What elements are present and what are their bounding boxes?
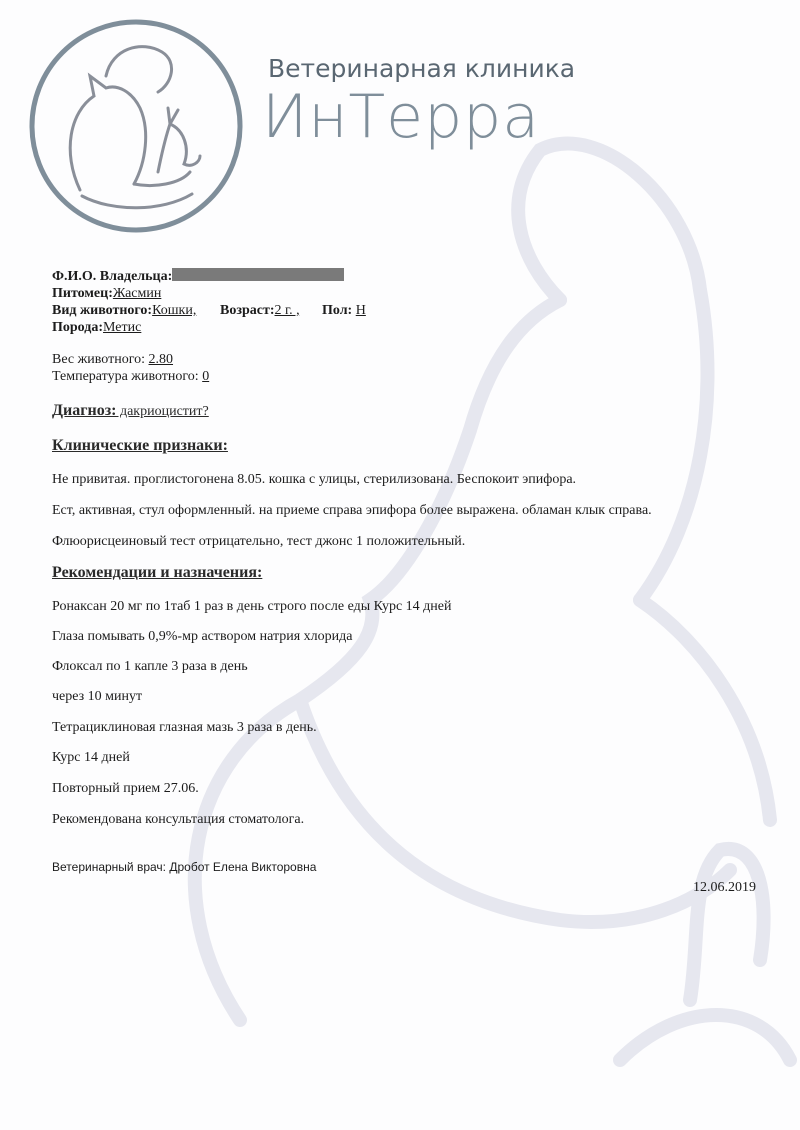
sex-row: [322, 303, 366, 319]
clinical-line: Ест, активная, стул оформленный. на приеме справа эпифора более выражена. обламан клык справа.: [52, 503, 652, 518]
recommendation-line: Тетрациклиновая глазная мазь 3 раза в день.: [52, 720, 317, 735]
pet-label: Питомец:: [52, 286, 113, 301]
recommendation-line: Рекомендована консультация стоматолога.: [52, 812, 305, 827]
pet-row: [52, 286, 161, 302]
recommendations-heading: Рекомендации и назначения:: [52, 564, 263, 581]
document-date: 12.06.2019: [693, 880, 756, 895]
sex-label: Пол:: [322, 303, 353, 318]
recommendation-line: Курс 14 дней: [52, 750, 130, 765]
species-value: Кошки,: [152, 303, 197, 318]
age-value: 2 г. ,: [274, 303, 300, 318]
clinic-name: ИнТерра: [262, 82, 541, 152]
clinical-line: Флюорисцеиновый тест отрицательно, тест джонс 1 положительный.: [52, 534, 466, 549]
doctor-signature: [52, 860, 316, 874]
breed-label: Порода:: [52, 320, 104, 335]
clinical-heading: Клинические признаки:: [52, 437, 228, 454]
owner-label: Ф.И.О. Владельца:: [52, 269, 173, 284]
recommendation-line: Повторный прием 27.06.: [52, 781, 199, 796]
doctor-label: Ветеринарный врач:: [52, 860, 170, 874]
recommendation-line: Глаза помывать 0,9%-мр аствором натрия хлорида: [52, 629, 353, 644]
diagnosis-value: дакриоцистит?: [116, 404, 209, 419]
clinical-line: Не привитая. проглистогонена 8.05. кошка с улицы, стерилизована. Беспокоит эпифора.: [52, 472, 577, 487]
breed-row: [52, 320, 141, 336]
recommendation-line: Ронаксан 20 мг по 1таб 1 раз в день строго после еды Курс 14 дней: [52, 599, 452, 614]
breed-value: Метис: [103, 320, 142, 335]
temperature-value: 0: [202, 369, 210, 384]
diagnosis-label: Диагноз:: [52, 402, 117, 419]
recommendation-line: Флоксал по 1 капле 3 раза в день: [52, 659, 248, 674]
species-row: [52, 303, 196, 319]
doctor-name: Дробот Елена Викторовна: [169, 860, 317, 874]
sex-value: Н: [355, 303, 366, 318]
owner-row: [52, 268, 344, 285]
age-row: [220, 303, 300, 319]
recommendation-line: через 10 минут: [52, 689, 143, 704]
diagnosis-row: [52, 402, 209, 420]
pets-circle-logo-icon: [22, 12, 250, 240]
weight-value: 2.80: [148, 352, 174, 367]
owner-redaction: [172, 268, 344, 281]
species-label: Вид животного:: [52, 303, 153, 318]
weight-row: [52, 352, 173, 368]
temperature-label: Температура животного:: [52, 369, 203, 384]
temperature-row: [52, 369, 209, 385]
weight-label: Вес животного:: [52, 352, 149, 367]
clinic-subtitle: Ветеринарная клиника: [268, 54, 576, 83]
pet-value: Жасмин: [112, 286, 162, 301]
age-label: Возраст:: [220, 303, 275, 318]
